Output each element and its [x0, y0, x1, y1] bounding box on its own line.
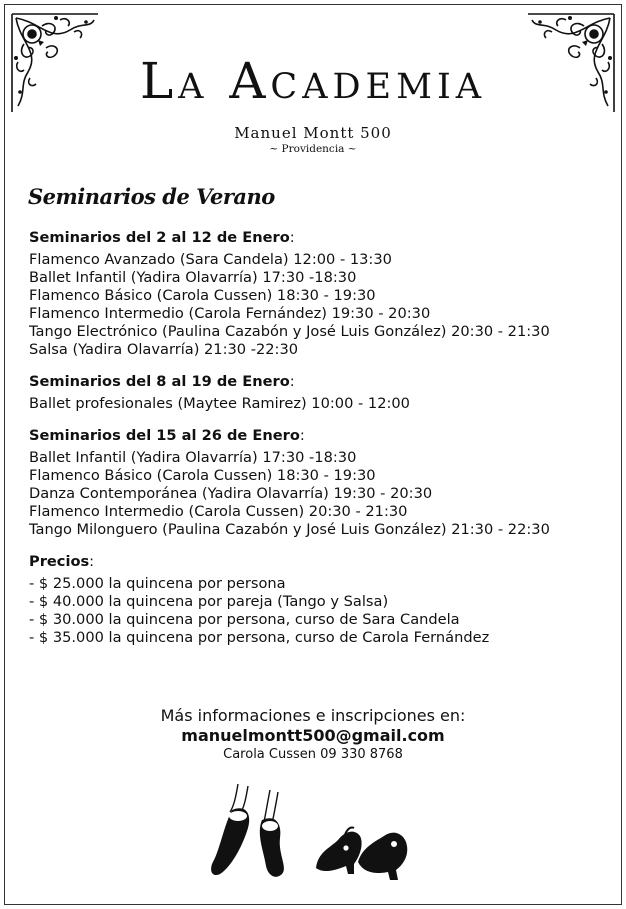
- seminar-heading: Seminarios del 2 al 12 de Enero:: [29, 229, 295, 246]
- class-item: Tango Milonguero (Paulina Cazabón y José Luis González) 21:30 - 22:30: [29, 521, 550, 538]
- seminar-block: [29, 373, 609, 413]
- contact-email[interactable]: manuelmontt500@gmail.com: [181, 726, 445, 745]
- class-item: Flamenco Intermedio (Carola Fernández) 19:30 - 20:30: [29, 305, 431, 322]
- prices-heading: Precios:: [29, 553, 95, 570]
- class-item: Flamenco Básico (Carola Cussen) 18:30 - 19:30: [29, 467, 376, 484]
- schedule: [29, 229, 609, 661]
- class-item: Ballet Infantil (Yadira Olavarría) 17:30 -18:30: [29, 269, 357, 286]
- class-item: Flamenco Avanzado (Sara Candela) 12:00 - 13:30: [29, 251, 392, 268]
- contact-info: [0, 706, 626, 763]
- class-item: Flamenco Básico (Carola Cussen) 18:30 - 19:30: [29, 287, 376, 304]
- class-item: Ballet Infantil (Yadira Olavarría) 17:30 -18:30: [29, 449, 357, 466]
- class-item: Tango Electrónico (Paulina Cazabón y José Luis González) 20:30 - 21:30: [29, 323, 550, 340]
- flamenco-shoes-icon: [316, 827, 407, 880]
- contact-phone: Carola Cussen 09 330 8768: [223, 747, 403, 762]
- shoes-illustration: [208, 782, 418, 882]
- class-item: Ballet profesionales (Maytee Ramirez) 10:00 - 12:00: [29, 395, 410, 412]
- section-title: Seminarios de Verano: [28, 184, 275, 209]
- class-item: Danza Contemporánea (Yadira Olavarría) 19:30 - 20:30: [29, 485, 433, 502]
- page-title: La Academia: [139, 52, 487, 110]
- seminar-block: [29, 229, 609, 359]
- contact-lead: Más informaciones e inscripciones en:: [160, 706, 466, 725]
- price-item: - $ 25.000 la quincena por persona: [29, 575, 286, 592]
- price-item: - $ 40.000 la quincena por pareja (Tango y Salsa): [29, 593, 389, 610]
- seminar-block: [29, 427, 609, 539]
- prices-block: [29, 553, 609, 647]
- seminar-heading: Seminarios del 15 al 26 de Enero:: [29, 427, 305, 444]
- address: Manuel Montt 500: [234, 124, 392, 142]
- price-item: - $ 35.000 la quincena por persona, curso de Carola Fernández: [29, 629, 490, 646]
- district: ~ Providencia ~: [269, 143, 357, 155]
- ballet-pointe-shoes-icon: [211, 784, 284, 877]
- class-item: Flamenco Intermedio (Carola Cussen) 20:30 - 21:30: [29, 503, 408, 520]
- class-item: Salsa (Yadira Olavarría) 21:30 -22:30: [29, 341, 299, 358]
- price-item: - $ 30.000 la quincena por persona, curso de Sara Candela: [29, 611, 460, 628]
- seminar-heading: Seminarios del 8 al 19 de Enero:: [29, 373, 295, 390]
